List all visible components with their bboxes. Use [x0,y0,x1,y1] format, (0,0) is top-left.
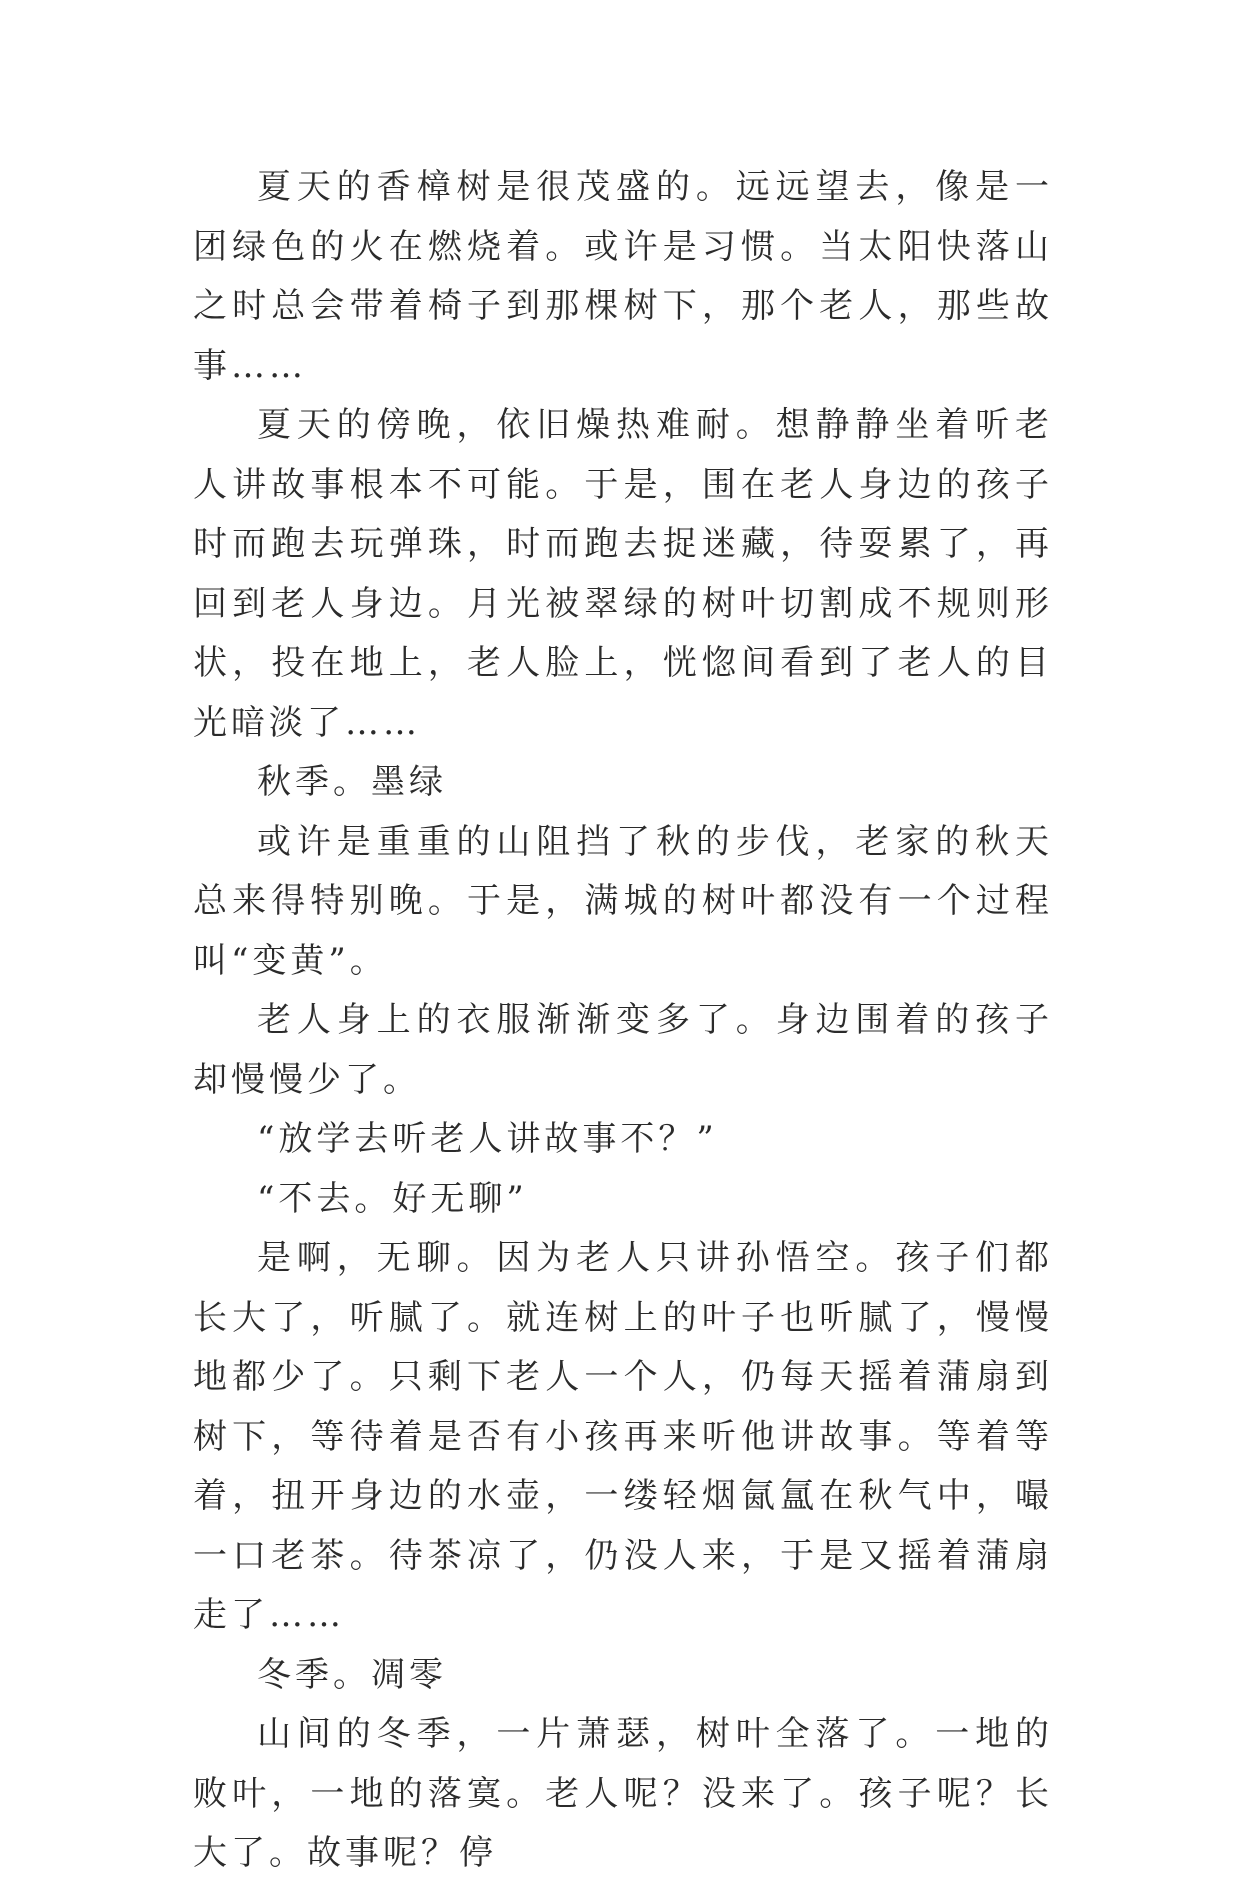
dialogue-answer: “不去。好无聊” [257,1178,528,1219]
paragraph-old-man-clothes: 老人身上的衣服渐渐变多了。身边围着的孩子却慢慢少了。 [193,1000,1053,1100]
article-body [193,158,1053,1884]
paragraph-summer-tree: 夏天的香樟树是很茂盛的。远远望去，像是一团绿色的火在燃烧着。或许是习惯。当太阳快落山之时总会带着椅子到那棵树下，那个老人，那些故事…… [193,167,1053,386]
section-heading-winter: 冬季。凋零 [257,1654,447,1695]
paragraph-winter: 山间的冬季，一片萧瑟，树叶全落了。一地的败叶，一地的落寞。老人呢？没来了。孩子呢？长大了。故事呢？停 [193,1714,1053,1873]
paragraph-summer-evening: 夏天的傍晚，依旧燥热难耐。想静静坐着听老人讲故事根本不可能。于是，围在老人身边的孩子时而跑去玩弹珠，时而跑去捉迷藏，待耍累了，再回到老人身边。月光被翠绿的树叶切割成不规则形状，投在地上，老人脸上，恍惚间看到了老人的目光暗淡了…… [193,405,1053,743]
paragraph-autumn-late: 或许是重重的山阻挡了秋的步伐，老家的秋天总来得特别晚。于是，满城的树叶都没有一个过程叫“变黄”。 [193,821,1053,981]
section-heading-autumn: 秋季。墨绿 [257,762,447,802]
dialogue-question: “放学去听老人讲故事不？” [257,1119,718,1159]
paragraph-boring-stories: 是啊，无聊。因为老人只讲孙悟空。孩子们都长大了，听腻了。就连树上的叶子也听腻了，慢慢地都少了。只剩下老人一个人，仍每天摇着蒲扇到树下，等待着是否有小孩再来听他讲故事。等着等着，扭开身边的水壶，一缕轻烟氤氲在秋气中，嘬一口老茶。待茶凉了，仍没人来，于是又摇着蒲扇走了…… [193,1238,1053,1635]
